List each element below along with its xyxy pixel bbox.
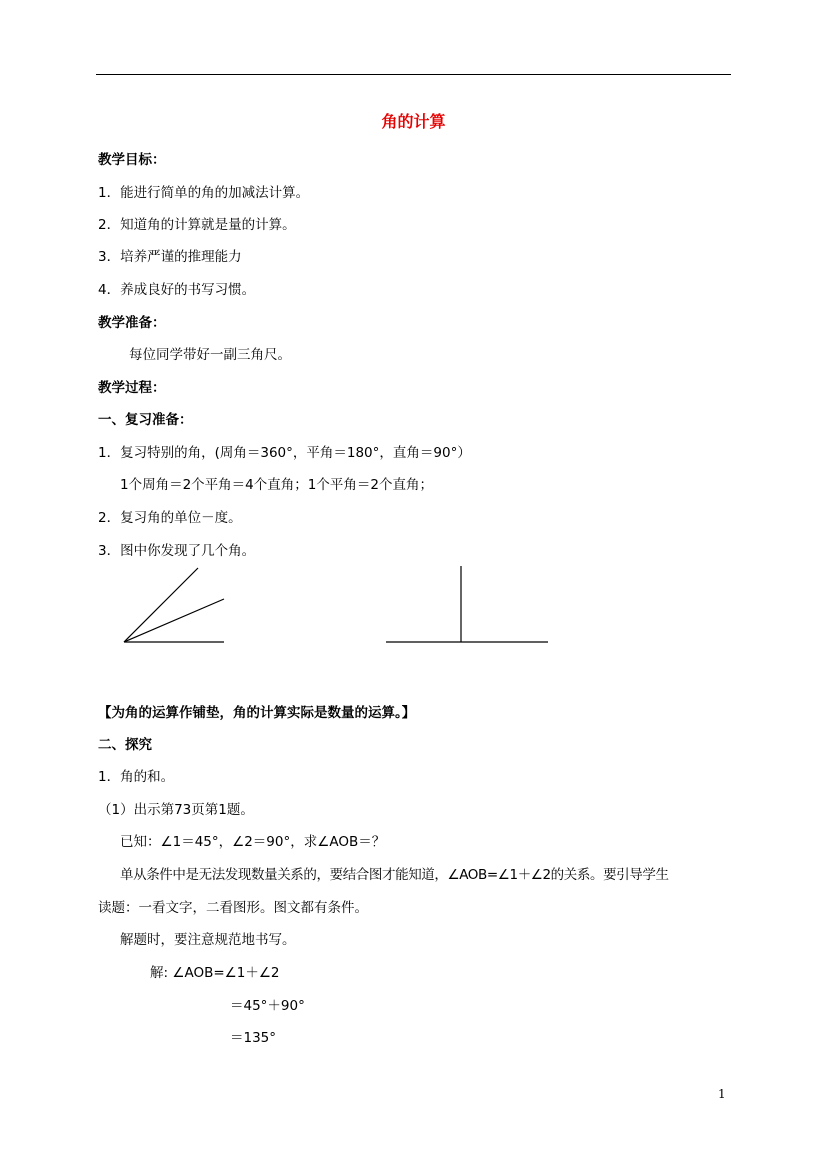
solution-line: ＝135° xyxy=(230,1030,277,1046)
review-line: 1．复习特别的角，(周角＝360°，平角＝180°，直角＝90°） xyxy=(98,445,471,461)
review-line: 1个周角＝2个平角＝4个直角；1个平角＝2个直角； xyxy=(120,477,433,493)
goal-item: 2．知道角的计算就是量的计算。 xyxy=(98,217,296,233)
prep-heading: 教学准备： xyxy=(98,315,166,331)
review-line: 2．复习角的单位－度。 xyxy=(98,510,242,526)
solution-line: 解: ∠AOB=∠1＋∠2 xyxy=(150,965,280,981)
explore-line: （1）出示第73页第1题。 xyxy=(98,802,254,818)
section1-heading: 一、复习准备： xyxy=(98,412,193,428)
page-number: 1 xyxy=(718,1087,726,1101)
explore-line: 1．角的和。 xyxy=(98,769,175,785)
review-line: 3．图中你发现了几个角。 xyxy=(98,543,256,559)
solution-line: ＝45°＋90° xyxy=(230,998,305,1014)
process-heading: 教学过程： xyxy=(98,380,166,396)
explore-line: 读题：一看文字，二看图形。图文都有条件。 xyxy=(98,900,368,916)
explore-line: 已知：∠1＝45°，∠2＝90°，求∠AOB＝？ xyxy=(120,834,386,850)
goal-item: 3．培养严谨的推理能力 xyxy=(98,249,242,265)
page-title: 角的计算 xyxy=(381,112,446,131)
goals-heading: 教学目标： xyxy=(98,152,166,168)
explore-line: 解题时，要注意规范地书写。 xyxy=(120,932,296,948)
prep-text: 每位同学带好一副三角尺。 xyxy=(129,347,291,363)
ray xyxy=(124,568,198,642)
explore-line: 单从条件中是无法发现数量关系的，要结合图才能知道，∠AOB=∠1＋∠2的关系。要引导学生 xyxy=(120,867,669,883)
goal-item: 1．能进行简单的角的加减法计算。 xyxy=(98,185,310,201)
angle-figure-right xyxy=(386,566,548,642)
teaching-note: 【为角的运算作铺垫，角的计算实际是数量的运算。】 xyxy=(98,705,416,721)
ray xyxy=(124,599,224,642)
section2-heading: 二、探究 xyxy=(98,737,152,753)
angle-figure-left xyxy=(124,568,224,642)
goal-item: 4．养成良好的书写习惯。 xyxy=(98,282,256,298)
